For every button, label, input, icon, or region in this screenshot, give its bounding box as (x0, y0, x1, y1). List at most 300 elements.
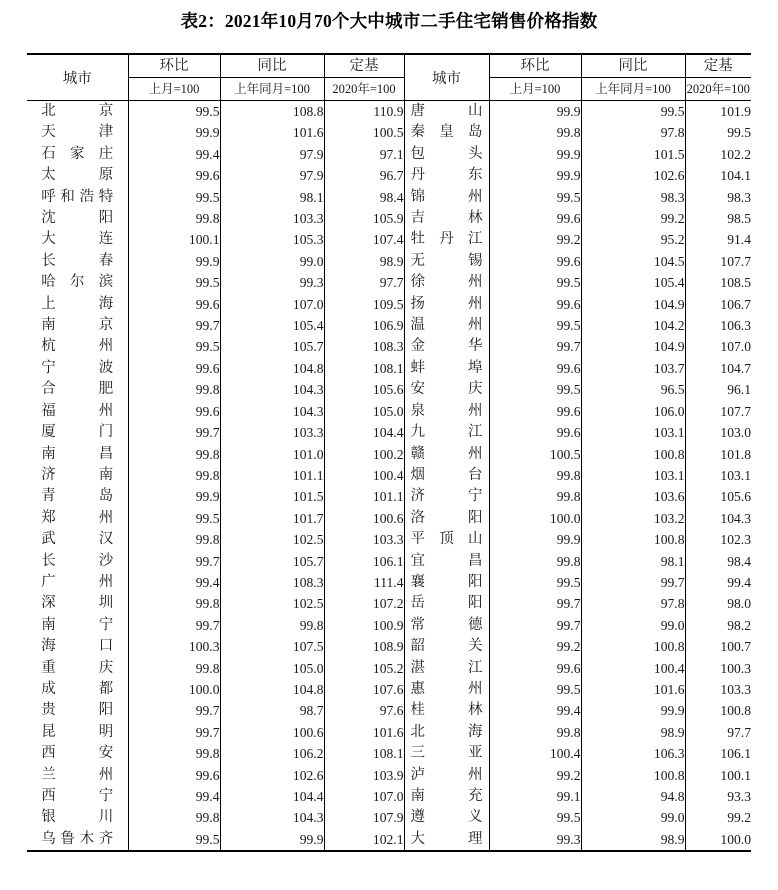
base-value-right: 102.3 (685, 529, 751, 550)
city-label: 牡丹江 (410, 231, 483, 248)
table-row (27, 700, 751, 721)
city-name-left (27, 401, 128, 422)
city-label: 南宁 (41, 616, 114, 633)
city-name-left (27, 679, 128, 700)
table-row (27, 572, 751, 593)
city-label: 贵阳 (41, 702, 114, 719)
city-label: 成都 (41, 680, 114, 697)
yoy-value-left: 102.6 (220, 765, 324, 786)
table-row (27, 786, 751, 807)
mom-value-right: 99.5 (489, 315, 581, 336)
yoy-value-right: 106.3 (581, 743, 685, 764)
yoy-value-left: 104.3 (220, 807, 324, 828)
base-value-left: 108.9 (324, 636, 404, 657)
mom-value-left: 99.8 (128, 593, 220, 614)
yoy-value-right: 94.8 (581, 786, 685, 807)
mom-value-left: 99.7 (128, 551, 220, 572)
mom-value-left: 99.5 (128, 101, 220, 123)
yoy-value-right: 100.8 (581, 765, 685, 786)
city-label: 惠州 (410, 680, 483, 697)
city-name-left (27, 807, 128, 828)
city-name-right (404, 593, 489, 614)
city-name-right (404, 636, 489, 657)
city-name-right (404, 829, 489, 851)
mom-value-right: 99.5 (489, 679, 581, 700)
base-value-left: 107.4 (324, 229, 404, 250)
table-row (27, 422, 751, 443)
subheader-base-left: 2020年=100 (324, 78, 404, 101)
mom-value-right: 99.2 (489, 636, 581, 657)
city-name-left (27, 444, 128, 465)
city-label: 遵义 (410, 809, 483, 826)
base-value-right: 106.7 (685, 294, 751, 315)
yoy-value-left: 107.5 (220, 636, 324, 657)
table-row (27, 251, 751, 272)
yoy-value-left: 104.8 (220, 679, 324, 700)
city-name-right (404, 336, 489, 357)
city-name-left (27, 165, 128, 186)
base-value-left: 100.4 (324, 465, 404, 486)
city-label: 宁波 (41, 359, 114, 376)
base-value-left: 97.1 (324, 144, 404, 165)
city-name-right (404, 807, 489, 828)
base-value-right: 103.3 (685, 679, 751, 700)
base-value-left: 100.2 (324, 444, 404, 465)
table-row (27, 615, 751, 636)
mom-value-left: 99.9 (128, 251, 220, 272)
yoy-value-right: 102.6 (581, 165, 685, 186)
yoy-value-left: 102.5 (220, 593, 324, 614)
city-label: 济南 (41, 466, 114, 483)
base-value-right: 96.1 (685, 379, 751, 400)
yoy-value-left: 104.3 (220, 379, 324, 400)
city-name-left (27, 508, 128, 529)
mom-value-left: 99.6 (128, 401, 220, 422)
city-label: 岳阳 (410, 595, 483, 612)
yoy-value-right: 99.0 (581, 807, 685, 828)
mom-value-left: 99.6 (128, 294, 220, 315)
yoy-value-right: 104.5 (581, 251, 685, 272)
city-label: 大连 (41, 231, 114, 248)
page-title: 表2：2021年10月70个大中城市二手住宅销售价格指数 (180, 11, 598, 31)
yoy-value-left: 101.1 (220, 465, 324, 486)
city-label: 西安 (41, 745, 114, 762)
yoy-value-right: 104.9 (581, 294, 685, 315)
mom-value-left: 99.6 (128, 165, 220, 186)
yoy-value-left: 103.3 (220, 208, 324, 229)
city-label: 秦皇岛 (410, 124, 483, 141)
base-value-left: 109.5 (324, 294, 404, 315)
city-label: 丹东 (410, 167, 483, 184)
yoy-value-right: 103.1 (581, 422, 685, 443)
base-value-left: 101.1 (324, 486, 404, 507)
table-row (27, 529, 751, 550)
mom-value-right: 99.6 (489, 251, 581, 272)
table-header (27, 54, 751, 101)
city-label: 海口 (41, 638, 114, 655)
yoy-value-right: 99.5 (581, 101, 685, 123)
city-name-left (27, 187, 128, 208)
city-label: 郑州 (41, 509, 114, 526)
table-row (27, 315, 751, 336)
yoy-value-right: 104.2 (581, 315, 685, 336)
city-label: 南昌 (41, 445, 114, 462)
mom-value-right: 99.9 (489, 165, 581, 186)
city-label: 锦州 (410, 188, 483, 205)
header-city-right: 城市 (404, 54, 489, 101)
base-value-right: 108.5 (685, 272, 751, 293)
city-name-right (404, 658, 489, 679)
base-value-right: 98.2 (685, 615, 751, 636)
table-row (27, 722, 751, 743)
table-row (27, 508, 751, 529)
table-row (27, 551, 751, 572)
yoy-value-right: 100.8 (581, 444, 685, 465)
yoy-value-left: 101.7 (220, 508, 324, 529)
yoy-value-left: 105.4 (220, 315, 324, 336)
table-row (27, 444, 751, 465)
mom-value-right: 99.5 (489, 272, 581, 293)
city-name-left (27, 743, 128, 764)
city-name-right (404, 551, 489, 572)
yoy-value-right: 100.8 (581, 636, 685, 657)
yoy-value-left: 103.3 (220, 422, 324, 443)
mom-value-left: 99.4 (128, 144, 220, 165)
city-name-right (404, 379, 489, 400)
base-value-left: 110.9 (324, 101, 404, 123)
table-row (27, 272, 751, 293)
city-name-right (404, 700, 489, 721)
table-row (27, 765, 751, 786)
city-name-left (27, 551, 128, 572)
yoy-value-right: 100.8 (581, 529, 685, 550)
base-value-left: 105.0 (324, 401, 404, 422)
price-index-table-container (27, 53, 751, 852)
yoy-value-right: 97.8 (581, 593, 685, 614)
city-name-left (27, 593, 128, 614)
base-value-right: 101.9 (685, 101, 751, 123)
yoy-value-left: 97.9 (220, 144, 324, 165)
yoy-value-right: 97.8 (581, 122, 685, 143)
mom-value-left: 100.1 (128, 229, 220, 250)
mom-value-left: 99.9 (128, 486, 220, 507)
yoy-value-left: 99.3 (220, 272, 324, 293)
yoy-value-right: 98.9 (581, 722, 685, 743)
city-name-left (27, 829, 128, 851)
city-label: 九江 (410, 424, 483, 441)
yoy-value-right: 103.1 (581, 465, 685, 486)
yoy-value-left: 104.4 (220, 786, 324, 807)
city-name-right (404, 743, 489, 764)
base-value-right: 103.1 (685, 465, 751, 486)
yoy-value-left: 101.0 (220, 444, 324, 465)
city-name-right (404, 358, 489, 379)
base-value-left: 107.0 (324, 786, 404, 807)
mom-value-right: 100.0 (489, 508, 581, 529)
mom-value-right: 99.9 (489, 144, 581, 165)
city-name-left (27, 765, 128, 786)
mom-value-left: 99.4 (128, 572, 220, 593)
table-row (27, 679, 751, 700)
mom-value-right: 99.6 (489, 358, 581, 379)
base-value-right: 100.1 (685, 765, 751, 786)
city-name-left (27, 786, 128, 807)
city-name-right (404, 165, 489, 186)
mom-value-left: 99.8 (128, 658, 220, 679)
mom-value-left: 99.6 (128, 765, 220, 786)
city-label: 太原 (41, 167, 114, 184)
city-label: 金华 (410, 338, 483, 355)
yoy-value-left: 101.5 (220, 486, 324, 507)
mom-value-left: 99.8 (128, 807, 220, 828)
city-label: 蚌埠 (410, 359, 483, 376)
city-name-right (404, 144, 489, 165)
base-value-right: 100.0 (685, 829, 751, 851)
city-name-left (27, 294, 128, 315)
yoy-value-left: 106.2 (220, 743, 324, 764)
table-row (27, 829, 751, 851)
city-name-left (27, 700, 128, 721)
mom-value-left: 99.7 (128, 615, 220, 636)
base-value-left: 96.7 (324, 165, 404, 186)
mom-value-left: 99.5 (128, 187, 220, 208)
yoy-value-right: 98.1 (581, 551, 685, 572)
yoy-value-left: 98.1 (220, 187, 324, 208)
header-row-secondary (27, 78, 751, 101)
yoy-value-right: 100.4 (581, 658, 685, 679)
yoy-value-left: 108.3 (220, 572, 324, 593)
mom-value-right: 99.5 (489, 807, 581, 828)
base-value-right: 93.3 (685, 786, 751, 807)
city-name-right (404, 315, 489, 336)
city-label: 长沙 (41, 552, 114, 569)
city-label: 常德 (410, 616, 483, 633)
city-label: 宜昌 (410, 552, 483, 569)
yoy-value-right: 99.7 (581, 572, 685, 593)
base-value-right: 107.7 (685, 251, 751, 272)
mom-value-right: 99.8 (489, 465, 581, 486)
yoy-value-left: 105.0 (220, 658, 324, 679)
city-label: 洛阳 (410, 509, 483, 526)
yoy-value-right: 96.5 (581, 379, 685, 400)
base-value-left: 108.1 (324, 358, 404, 379)
table-row (27, 294, 751, 315)
mom-value-left: 100.3 (128, 636, 220, 657)
city-name-left (27, 272, 128, 293)
base-value-right: 99.2 (685, 807, 751, 828)
mom-value-left: 99.5 (128, 272, 220, 293)
city-label: 深圳 (41, 595, 114, 612)
yoy-value-left: 99.0 (220, 251, 324, 272)
base-value-right: 107.7 (685, 401, 751, 422)
mom-value-left: 99.5 (128, 336, 220, 357)
yoy-value-right: 101.6 (581, 679, 685, 700)
mom-value-left: 99.8 (128, 208, 220, 229)
city-name-left (27, 465, 128, 486)
city-name-right (404, 486, 489, 507)
table-row (27, 401, 751, 422)
table-row (27, 208, 751, 229)
city-label: 福州 (41, 402, 114, 419)
yoy-value-right: 99.2 (581, 208, 685, 229)
mom-value-right: 99.8 (489, 122, 581, 143)
city-label: 天津 (41, 124, 114, 141)
yoy-value-right: 98.9 (581, 829, 685, 851)
city-name-left (27, 722, 128, 743)
base-value-right: 99.4 (685, 572, 751, 593)
city-label: 长春 (41, 252, 114, 269)
mom-value-right: 99.8 (489, 722, 581, 743)
city-label: 沈阳 (41, 210, 114, 227)
yoy-value-right: 101.5 (581, 144, 685, 165)
table-row (27, 165, 751, 186)
city-label: 大理 (410, 830, 483, 847)
table-bottom-rule (27, 851, 751, 852)
base-value-right: 98.4 (685, 551, 751, 572)
city-label: 西宁 (41, 788, 114, 804)
yoy-value-left: 100.6 (220, 722, 324, 743)
city-name-right (404, 465, 489, 486)
city-label: 襄阳 (410, 573, 483, 590)
city-label: 扬州 (410, 295, 483, 312)
base-value-left: 100.5 (324, 122, 404, 143)
base-value-right: 100.7 (685, 636, 751, 657)
base-value-left: 100.9 (324, 615, 404, 636)
city-name-left (27, 358, 128, 379)
city-name-right (404, 187, 489, 208)
base-value-left: 104.4 (324, 422, 404, 443)
city-label: 武汉 (41, 531, 114, 548)
yoy-value-left: 99.9 (220, 829, 324, 851)
base-value-left: 106.1 (324, 551, 404, 572)
mom-value-right: 99.4 (489, 700, 581, 721)
base-value-right: 104.7 (685, 358, 751, 379)
city-name-right (404, 422, 489, 443)
mom-value-right: 99.8 (489, 551, 581, 572)
mom-value-right: 99.3 (489, 829, 581, 851)
yoy-value-left: 105.7 (220, 551, 324, 572)
city-name-right (404, 786, 489, 807)
base-value-right: 106.3 (685, 315, 751, 336)
yoy-value-right: 95.2 (581, 229, 685, 250)
city-name-right (404, 122, 489, 143)
mom-value-right: 99.1 (489, 786, 581, 807)
city-label: 烟台 (410, 466, 483, 483)
base-value-left: 105.6 (324, 379, 404, 400)
table-row (27, 465, 751, 486)
city-name-left (27, 636, 128, 657)
base-value-right: 103.0 (685, 422, 751, 443)
city-name-left (27, 229, 128, 250)
mom-value-right: 99.7 (489, 615, 581, 636)
city-name-left (27, 122, 128, 143)
yoy-value-left: 102.5 (220, 529, 324, 550)
city-label: 徐州 (410, 274, 483, 291)
city-label: 杭州 (41, 338, 114, 355)
city-label: 平顶山 (410, 531, 483, 548)
base-value-left: 98.4 (324, 187, 404, 208)
base-value-right: 98.3 (685, 187, 751, 208)
mom-value-right: 99.2 (489, 229, 581, 250)
city-label: 温州 (410, 317, 483, 334)
city-label: 无锡 (410, 252, 483, 269)
subheader-mom-left: 上月=100 (128, 78, 220, 101)
city-label: 昆明 (41, 723, 114, 740)
city-label: 呼和浩特 (41, 188, 114, 205)
table-row (27, 807, 751, 828)
header-yoy-left: 同比 (220, 54, 324, 78)
city-name-right (404, 508, 489, 529)
table-row (27, 187, 751, 208)
base-value-left: 108.3 (324, 336, 404, 357)
mom-value-left: 99.7 (128, 722, 220, 743)
city-label: 哈尔滨 (41, 274, 114, 291)
header-mom-right: 环比 (489, 54, 581, 78)
mom-value-left: 99.8 (128, 379, 220, 400)
yoy-value-left: 97.9 (220, 165, 324, 186)
table-body (27, 101, 751, 853)
yoy-value-left: 107.0 (220, 294, 324, 315)
city-label: 北京 (41, 103, 114, 119)
table-row (27, 101, 751, 123)
city-name-left (27, 315, 128, 336)
city-name-right (404, 765, 489, 786)
city-name-left (27, 486, 128, 507)
mom-value-right: 99.5 (489, 379, 581, 400)
base-value-right: 97.7 (685, 722, 751, 743)
city-label: 北海 (410, 723, 483, 740)
base-value-left: 105.9 (324, 208, 404, 229)
mom-value-left: 99.6 (128, 358, 220, 379)
base-value-left: 107.2 (324, 593, 404, 614)
yoy-value-left: 101.6 (220, 122, 324, 143)
city-name-right (404, 572, 489, 593)
base-value-right: 99.5 (685, 122, 751, 143)
mom-value-right: 99.5 (489, 572, 581, 593)
base-value-left: 100.6 (324, 508, 404, 529)
mom-value-right: 99.6 (489, 208, 581, 229)
city-label: 韶关 (410, 638, 483, 655)
mom-value-right: 99.9 (489, 529, 581, 550)
table-row (27, 358, 751, 379)
subheader-yoy-left: 上年同月=100 (220, 78, 324, 101)
base-value-left: 111.4 (324, 572, 404, 593)
yoy-value-right: 98.3 (581, 187, 685, 208)
price-index-table (27, 53, 751, 852)
mom-value-right: 100.4 (489, 743, 581, 764)
mom-value-right: 99.8 (489, 486, 581, 507)
city-name-left (27, 658, 128, 679)
city-name-left (27, 615, 128, 636)
city-name-left (27, 208, 128, 229)
subheader-yoy-right: 上年同月=100 (581, 78, 685, 101)
city-name-left (27, 144, 128, 165)
mom-value-left: 99.8 (128, 743, 220, 764)
city-name-right (404, 272, 489, 293)
mom-value-left: 99.8 (128, 465, 220, 486)
city-label: 泉州 (410, 402, 483, 419)
city-name-right (404, 101, 489, 123)
mom-value-left: 99.7 (128, 422, 220, 443)
base-value-right: 100.8 (685, 700, 751, 721)
mom-value-right: 99.6 (489, 658, 581, 679)
table-row (27, 486, 751, 507)
mom-value-right: 99.6 (489, 401, 581, 422)
mom-value-left: 99.4 (128, 786, 220, 807)
yoy-value-right: 99.9 (581, 700, 685, 721)
table-row (27, 379, 751, 400)
header-row-primary (27, 54, 751, 78)
